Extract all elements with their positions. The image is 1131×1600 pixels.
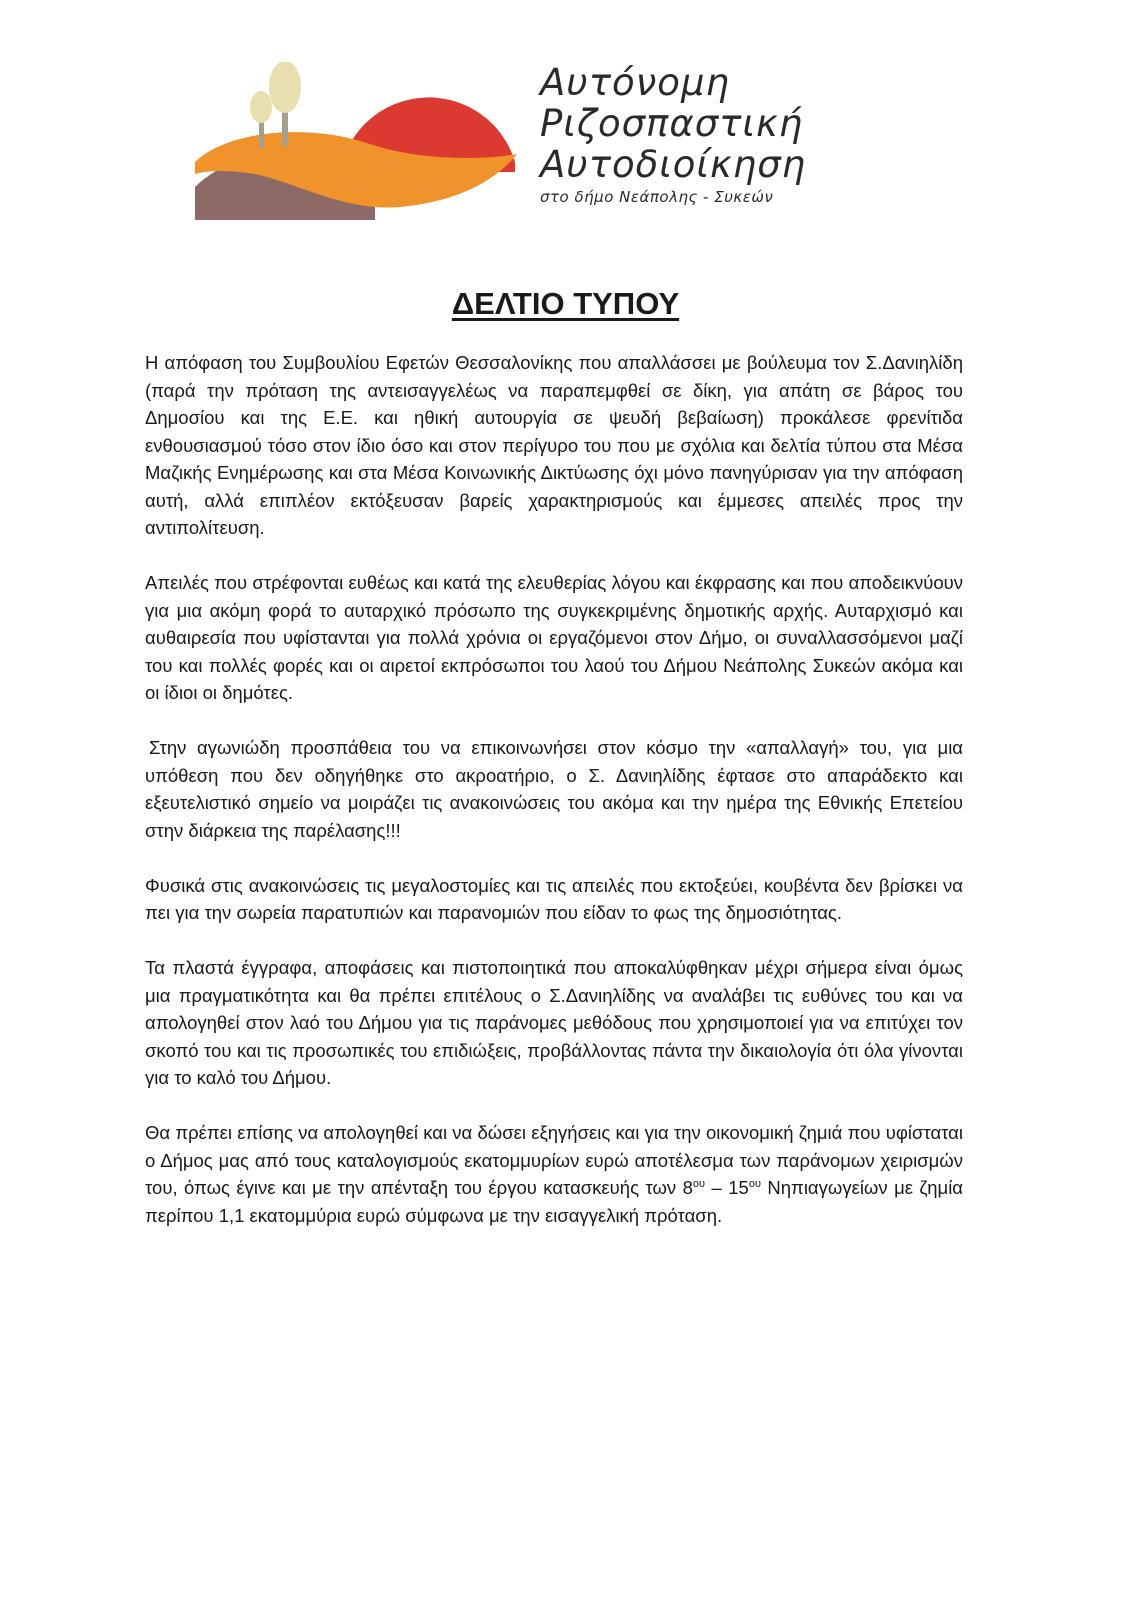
paragraph-6 [145,1119,963,1229]
paragraph-3: Στην αγωνιώδη προσπάθεια του να επικοινωνήσει στον κόσμο την «απαλλαγή» του, για μια υπόθεση που δεν οδηγήθηκε στο ακροατήριο, ο Σ. Δανιηλίδης έφτασε στο απαράδεκτο και εξευτελιστικό σημείο να μοιράζει τις ανακοινώσεις του ακόμα και την ημέρα της Εθνικής Επετείου στην διάρκεια της παρέλασης!!! [145,737,963,841]
logo-line-3: Αυτοδιοίκηση [540,143,807,186]
kindergarten-number-end: 15 [728,1177,749,1198]
logo-subtitle: στο δήμο Νεάπολης - Συκεών [540,188,774,206]
paragraph-2: Απειλές που στρέφονται ευθέως και κατά της ελευθερίας λόγου και έκφρασης και που αποδεικνύουν για μια ακόμη φορά το αυταρχικό πρόσωπο της συγκεκριμένης δημοτικής αρχής. Αυταρχισμό και αυθαιρεσία που υφίστανται για πολλά χρόνια οι εργαζόμενοι στον Δήμο, οι συναλλασσόμενοι μαζί του και πολλές φορές και οι αιρετοί εκπρόσωποι του λαού του Δήμου Νεάπολης Συκεών ακόμα και οι ίδιοι οι δημότες. [145,572,963,703]
paragraph-4: Φυσικά στις ανακοινώσεις τις μεγαλοστομίες και τις απειλές που εκτοξεύει, κουβέντα δεν βρίσκει να πει για την σωρεία παρατυπιών και παρανομιών που είδαν το φως της δημοσιότητας. [145,874,963,923]
logo-tree-2 [269,62,301,113]
logo-wordmark [540,62,806,207]
range-dash: – [705,1177,729,1198]
kindergarten-number-start: 8 [682,1177,693,1198]
logo-line-2: Ριζοσπαστική [540,102,804,145]
logo-tree-1 [250,91,272,123]
logo-emblem [195,62,525,222]
paragraph-6-text-a: Θα πρέπει επίσης να απολογηθεί και να δώσει εξηγήσεις και για την οικονομική ζημιά που υφίσταται ο Δήμος μας από τους καταλογισμούς εκατομμυρίων ευρώ αποτέλεσμα των παράνομων χειρισμών του, όπως έγινε και με την απένταξη του έργου κατασκευής των [145,1122,963,1198]
organization-logo [195,62,855,222]
document-title: ΔΕΛΤΙΟ ΤΥΠΟΥ [451,286,680,321]
paragraph-1: Η απόφαση του Συμβουλίου Εφετών Θεσσαλονίκης που απαλλάσσει με βούλευμα τον Σ.Δανιηλίδη (παρά την πρόταση της αντεισαγγελέως να παραπεμφθεί σε δίκη, για απάτη σε βάρος του Δημοσίου και της Ε.Ε. και ηθική αυτουργία σε ψευδή βεβαίωση) προκάλεσε φρενίτιδα ενθουσιασμού τόσο στον ίδιο όσο και στον περίγυρο του που με σχόλια και δελτία τύπου στα Μέσα Μαζικής Ενημέρωσης και στα Μέσα Κοινωνικής Δικτύωσης όχι μόνο πανηγύρισαν για την απόφαση αυτή, αλλά επιπλέον εκτόξευσαν βαρείς χαρακτηρισμούς και έμμεσες απειλές προς την αντιπολίτευση. [145,352,963,538]
document-body [145,349,963,1257]
ordinal-suffix-start: ου [692,1177,706,1190]
ordinal-suffix-end: ου [748,1177,761,1190]
logo-line-1: Αυτόνομη [540,61,730,104]
paragraph-6-text-b: Νηπιαγωγείων με ζημία περίπου 1,1 εκατομμύρια ευρώ σύμφωνα με την εισαγγελική πρόταση. [145,1177,963,1226]
paragraph-5: Τα πλαστά έγγραφα, αποφάσεις και πιστοποιητικά που αποκαλύφθηκαν μέχρι σήμερα είναι όμως μια πραγματικότητα και θα πρέπει επιτέλους ο Σ.Δανιηλίδης να αναλάβει τις ευθύνες του και να απολογηθεί στον λαό του Δήμου για τις παράνομες μεθόδους που χρησιμοποιεί για να επιτύχει τον σκοπό του και τις προσωπικές του επιδιώξεις, προβάλλοντας πάντα την δικαιολογία ότι όλα γίνονται για το καλό του Δήμου. [145,957,963,1088]
